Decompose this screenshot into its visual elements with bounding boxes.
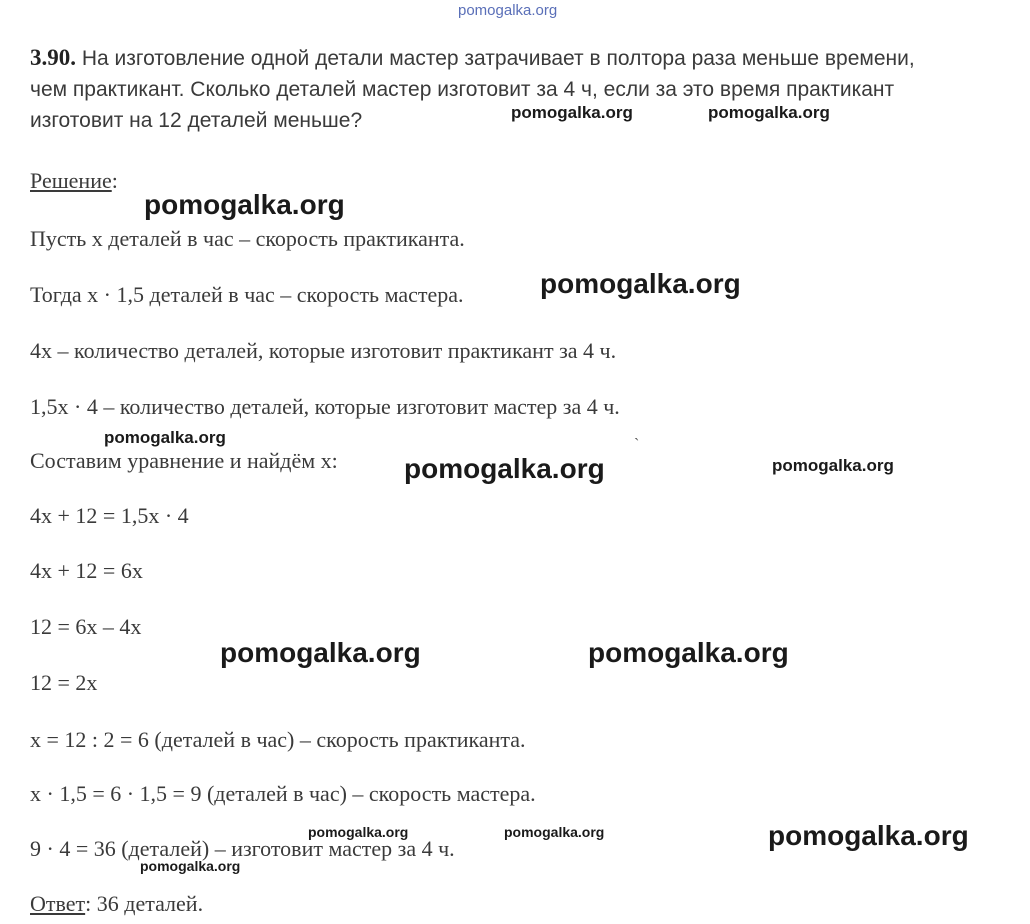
- solution-heading: Решение:: [30, 168, 118, 193]
- site-watermark-top: pomogalka.org: [458, 2, 558, 19]
- solution-line-4: 1,5x · 4 – количество деталей, которые изготовит мастер за 4 ч.: [30, 394, 620, 419]
- answer: [30, 891, 203, 917]
- problem-line-2: чем практикант. Сколько деталей мастер изготовит за 4 ч, если за это время практикант: [30, 78, 895, 101]
- watermark: pomogalka.org: [772, 456, 894, 475]
- solution-line-11: x · 1,5 = 6 · 1,5 = 9 (деталей в час) – скорость мастера.: [30, 781, 536, 806]
- watermark: pomogalka.org: [708, 103, 830, 122]
- watermark: pomogalka.org: [308, 824, 409, 840]
- equation-3: 12 = 6x – 4x: [30, 614, 142, 639]
- watermark: pomogalka.org: [140, 858, 241, 874]
- equation-4: 12 = 2x: [30, 670, 98, 695]
- problem-line-1: 3.90. На изготовление одной детали мастер затрачивает в полтора раза меньше времени,: [30, 45, 915, 70]
- watermark: pomogalka.org: [504, 824, 605, 840]
- watermark: pomogalka.org: [540, 268, 741, 299]
- watermark: pomogalka.org: [220, 637, 421, 668]
- solution-line-3: 4x – количество деталей, которые изготовит практикант за 4 ч.: [30, 338, 617, 363]
- equation-1: 4x + 12 = 1,5x · 4: [30, 503, 189, 528]
- problem-number: 3.90.: [30, 45, 76, 70]
- solution-line-5: Составим уравнение и найдём x:: [30, 448, 338, 473]
- solution-line-12: 9 · 4 = 36 (деталей) – изготовит мастер за 4 ч.: [30, 836, 455, 861]
- answer-label: Ответ: [30, 891, 86, 916]
- watermark: pomogalka.org: [404, 453, 605, 484]
- watermark: pomogalka.org: [144, 189, 345, 220]
- problem-line-3: изготовит на 12 деталей меньше?: [30, 109, 363, 132]
- equation-2: 4x + 12 = 6x: [30, 558, 143, 583]
- watermark: pomogalka.org: [588, 637, 789, 668]
- solution-line-10: x = 12 : 2 = 6 (деталей в час) – скорость практиканта.: [30, 727, 526, 752]
- scan-mark: ˋ: [634, 436, 640, 453]
- watermark: pomogalka.org: [768, 820, 969, 851]
- solution-line-1: Пусть x деталей в час – скорость практиканта.: [30, 226, 465, 251]
- watermark: pomogalka.org: [511, 103, 633, 122]
- answer-text: : 36 деталей.: [85, 891, 204, 916]
- solution-line-2: Тогда x · 1,5 деталей в час – скорость мастера.: [30, 282, 464, 307]
- watermark: pomogalka.org: [104, 428, 226, 447]
